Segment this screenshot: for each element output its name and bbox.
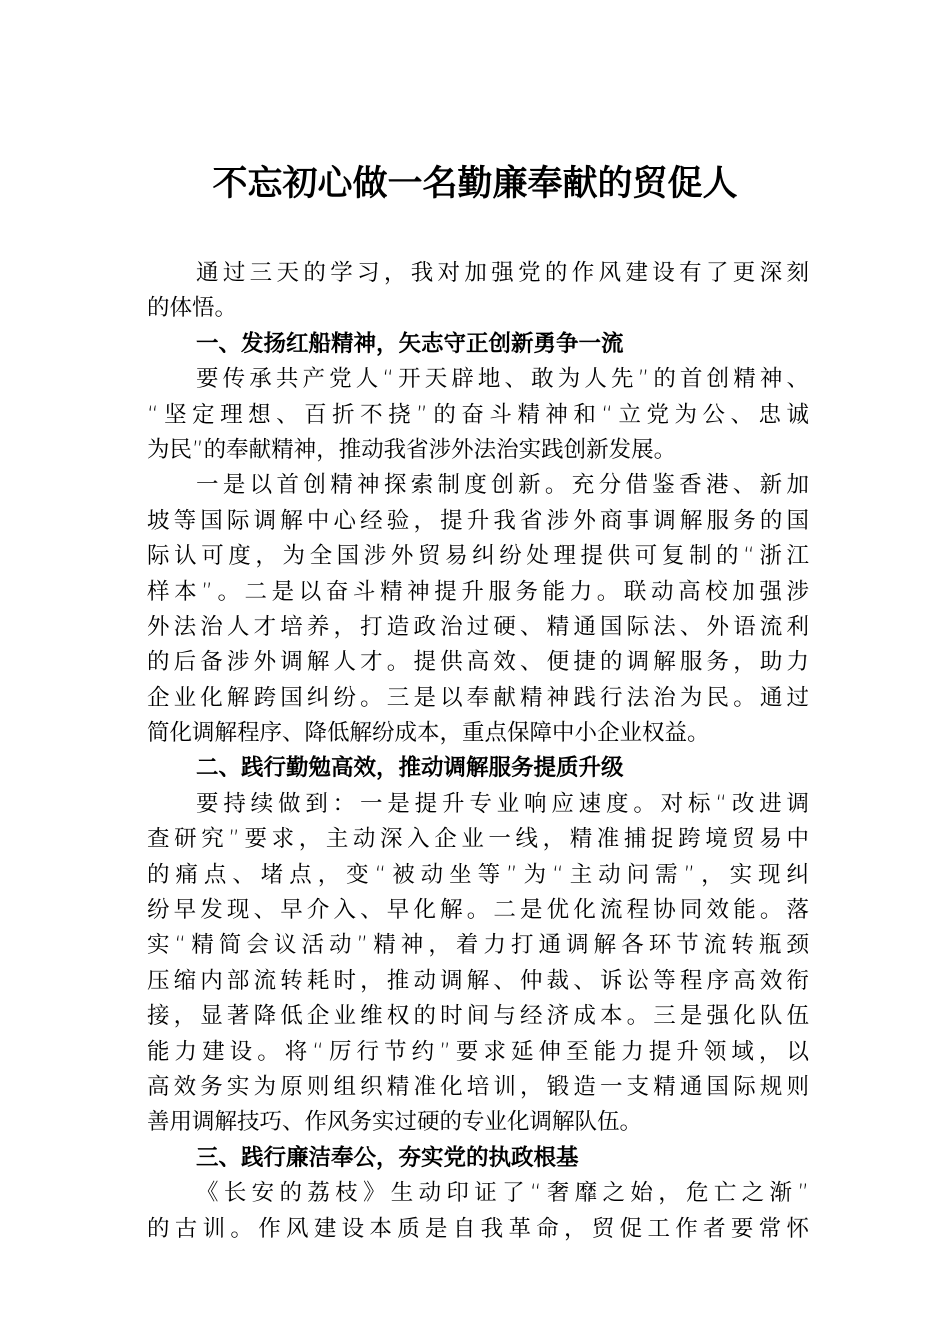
paragraph-line: 际认可度，为全国涉外贸易纠纷处理提供可复制的“浙江 bbox=[147, 543, 809, 570]
paragraph-line: 善用调解技巧、作风务实过硬的专业化调解队伍。 bbox=[147, 1109, 643, 1136]
paragraph-line: 为民”的奉献精神，推动我省涉外法治实践创新发展。 bbox=[147, 436, 677, 463]
paragraph-line: 压缩内部流转耗时，推动调解、仲裁、诉讼等程序高效衔 bbox=[147, 967, 809, 994]
paragraph-line: 要持续做到：一是提升专业响应速度。对标“改进调 bbox=[196, 790, 809, 817]
paragraph-intro-line: 通过三天的学习，我对加强党的作风建设有了更深刻 bbox=[196, 260, 809, 286]
paragraph-line: 实“精简会议活动”精神，着力打通调解各环节流转瓶颈 bbox=[147, 932, 809, 959]
document-body bbox=[147, 256, 809, 1247]
paragraph-line: 坡等国际调解中心经验，提升我省涉外商事调解服务的国 bbox=[147, 507, 809, 534]
section-heading-1: 一、发扬红船精神，矢志守正创新勇争一流 bbox=[196, 330, 624, 357]
paragraph-line: 一是以首创精神探索制度创新。充分借鉴香港、新加 bbox=[196, 472, 809, 499]
paragraph-line: 简化调解程序、降低解纷成本，重点保障中小企业权益。 bbox=[147, 720, 710, 747]
paragraph-line: 纷早发现、早介入、早化解。二是优化流程协同效能。落 bbox=[147, 897, 809, 924]
document-title: 不忘初心做一名勤廉奉献的贸促人 bbox=[212, 163, 738, 204]
paragraph-line: 接，显著降低企业维权的时间与经济成本。三是强化队伍 bbox=[147, 1003, 809, 1030]
paragraph-line: 的后备涉外调解人才。提供高效、便捷的调解服务，助力 bbox=[147, 649, 809, 676]
paragraph-intro-line: 的体悟。 bbox=[147, 295, 238, 322]
paragraph-line: 样本”。二是以奋斗精神提升服务能力。联动高校加强涉 bbox=[147, 578, 809, 605]
paragraph-line: “坚定理想、百折不挠”的奋斗精神和“立党为公、忠诚 bbox=[147, 401, 809, 428]
paragraph-line: 高效务实为原则组织精准化培训，锻造一支精通国际规则 bbox=[147, 1073, 809, 1100]
paragraph-line: 《长安的荔枝》生动印证了“奢靡之始，危亡之渐” bbox=[196, 1180, 809, 1207]
paragraph-line: 的痛点、堵点，变“被动坐等”为“主动问需”，实现纠 bbox=[147, 861, 809, 888]
paragraph-line: 查研究”要求，主动深入企业一线，精准捕捉跨境贸易中 bbox=[147, 826, 809, 853]
section-heading-2: 二、践行勤勉高效，推动调解服务提质升级 bbox=[196, 755, 624, 782]
paragraph-line: 要传承共产党人“开天辟地、敢为人先”的首创精神、 bbox=[196, 366, 809, 393]
paragraph-line: 能力建设。将“厉行节约”要求延伸至能力提升领域，以 bbox=[147, 1038, 809, 1065]
section-heading-3: 三、践行廉洁奉公，夯实党的执政根基 bbox=[196, 1144, 579, 1171]
paragraph-line: 企业化解跨国纠纷。三是以奉献精神践行法治为民。通过 bbox=[147, 684, 809, 711]
paragraph-line: 外法治人才培养，打造政治过硬、精通国际法、外语流利 bbox=[147, 613, 809, 640]
paragraph-line: 的古训。作风建设本质是自我革命，贸促工作者要常怀 bbox=[147, 1215, 809, 1242]
